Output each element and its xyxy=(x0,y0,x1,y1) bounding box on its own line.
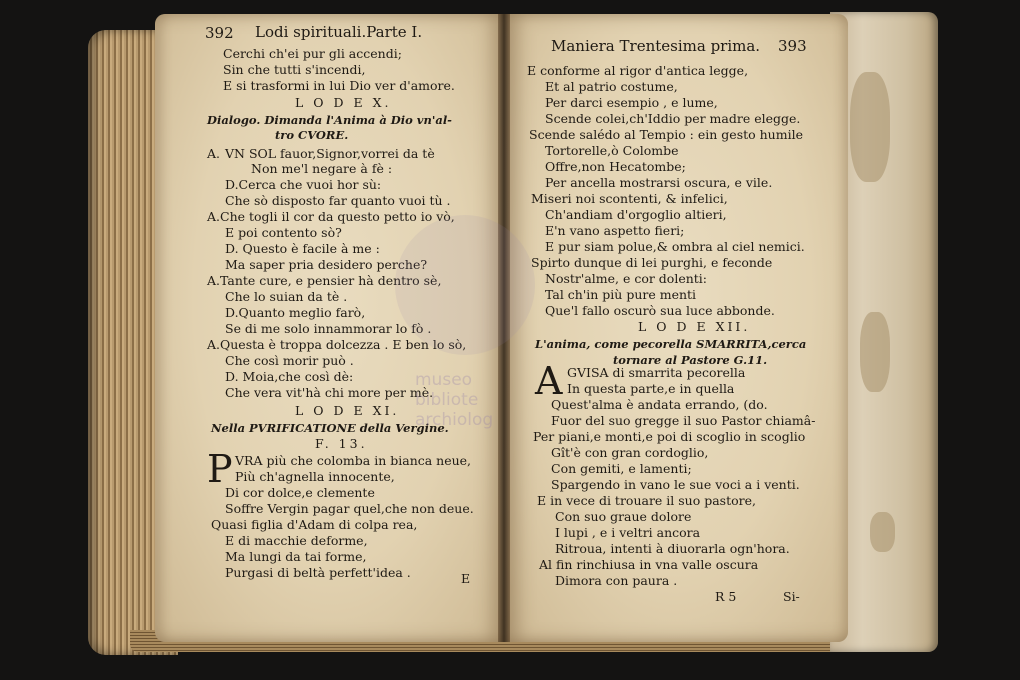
text-line: Scende salédo al Tempio : ein gesto humile xyxy=(529,127,803,142)
text-line: Fuor del suo gregge il suo Pastor chiamâ- xyxy=(551,413,816,428)
text-line: Quasi figlia d'Adam di colpa rea, xyxy=(211,517,418,532)
watermark xyxy=(415,370,565,450)
watermark-line: bibliote xyxy=(415,390,479,410)
section-subtitle: Nella PVRIFICATIONE della Vergine. xyxy=(211,421,449,435)
text-line: Ch'andiam d'orgoglio altieri, xyxy=(545,207,727,222)
text-line: Sin che tutti s'incendi, xyxy=(223,62,366,77)
drop-cap-speaker: A. xyxy=(207,146,221,161)
text-line: A.Tante cure, e pensier hà dentro sè, xyxy=(207,273,442,288)
text-line: E pur siam polue,& ombra al ciel nemici. xyxy=(545,239,805,254)
text-line: Tortorelle,ò Colombe xyxy=(545,143,679,158)
text-line: E in vece di trouare il suo pastore, xyxy=(537,493,756,508)
text-line: Offre,non Hecatombe; xyxy=(545,159,686,174)
text-line: Non me'l negare à fè : xyxy=(251,161,393,176)
running-head-right: Maniera Trentesima prima. xyxy=(551,37,761,55)
page-number-right: 393 xyxy=(778,37,807,55)
signature-mark: R 5 xyxy=(715,589,737,604)
text-line: Che lo suian da tè . xyxy=(225,289,348,304)
text-line: Dimora con paura . xyxy=(555,573,678,588)
text-line: Per darci esempio , e lume, xyxy=(545,95,718,110)
text-line: I lupi , e i veltri ancora xyxy=(555,525,701,540)
catchword: Si- xyxy=(783,589,800,604)
text-line: Cerchi ch'ei pur gli accendi; xyxy=(223,46,402,61)
text-line: Que'l fallo oscurò sua luce abbonde. xyxy=(545,303,775,318)
text-line: E di macchie deforme, xyxy=(225,533,368,548)
text-line: Et al patrio costume, xyxy=(545,79,678,94)
section-heading: L O D E X. xyxy=(295,95,392,110)
text-line: Gît'è con gran cordoglio, xyxy=(551,445,709,460)
watermark-line: archiolog xyxy=(415,410,494,430)
drop-cap: A xyxy=(535,359,563,403)
drop-cap: P xyxy=(207,447,233,491)
text-line: Per piani,e monti,e poi di scoglio in scoglio xyxy=(533,429,806,444)
text-line: Miseri noi scontenti, & infelici, xyxy=(531,191,728,206)
section-subtitle: Dialogo. Dimanda l'Anima à Dio vn'al- xyxy=(207,113,452,127)
text-line: Tal ch'in più pure menti xyxy=(545,287,697,302)
watermark-line: museo xyxy=(415,370,473,390)
text-line: Ma lungi da tai forme, xyxy=(225,549,367,564)
text-line: Con suo graue dolore xyxy=(555,509,692,524)
section-subtitle: tornare al Pastore G.11. xyxy=(613,353,768,367)
text-line: E si trasformi in lui Dio ver d'amore. xyxy=(223,78,455,93)
text-line: Scende colei,ch'Iddio per madre elegge. xyxy=(545,111,801,126)
text-line: Purgasi di beltà perfett'idea . xyxy=(225,565,411,580)
text-line: Per ancella mostrarsi oscura, e vile. xyxy=(545,175,773,190)
text-line: Al fin rinchiusa in vna valle oscura xyxy=(539,557,759,572)
text-line: E poi contento sò? xyxy=(225,225,342,240)
text-line: Che vera vit'hà chi more per mè. xyxy=(225,385,434,400)
text-line: Che così morir può . xyxy=(225,353,354,368)
text-line: D. Moia,che così dè: xyxy=(225,369,354,384)
text-line: A.Questa è troppa dolcezza . E ben lo sò, xyxy=(207,337,467,352)
text-line: Con gemiti, e lamenti; xyxy=(551,461,692,476)
text-line: Nostr'alme, e cor dolenti: xyxy=(545,271,708,286)
text-line: Di cor dolce,e clemente xyxy=(225,485,375,500)
text-line: Spirto dunque di lei purghi, e feconde xyxy=(531,255,773,270)
text-line: A.Che togli il cor da questo petto io vò, xyxy=(207,209,455,224)
right-page xyxy=(503,14,848,642)
text-line: D.Cerca che vuoi hor sù: xyxy=(225,177,382,192)
text-line: D. Questo è facile à me : xyxy=(225,241,380,256)
section-subtitle: L'anima, come pecorella SMARRITA,cerca xyxy=(535,337,807,351)
text-line: Ritroua, intenti à diuorarla ogn'hora. xyxy=(555,541,790,556)
section-subtitle: tro CVORE. xyxy=(275,128,349,142)
text-line: Quest'alma è andata errando, (do. xyxy=(551,397,768,412)
text-line: Soffre Vergin pagar quel,che non deue. xyxy=(225,501,474,516)
text-line: VRA più che colomba in bianca neue, xyxy=(235,453,472,468)
catchword: E xyxy=(461,571,471,586)
watermark-logo xyxy=(395,215,535,355)
text-line: Più ch'agnella innocente, xyxy=(235,469,395,484)
text-line: VN SOL fauor,Signor,vorrei da tè xyxy=(225,146,435,161)
text-line: E'n vano aspetto fieri; xyxy=(545,223,685,238)
section-reference: F. 13. xyxy=(315,436,368,451)
text-line: D.Quanto meglio farò, xyxy=(225,305,366,320)
text-line: Se di me solo innammorar lo fò . xyxy=(225,321,432,336)
text-line: E conforme al rigor d'antica legge, xyxy=(527,63,749,78)
section-heading: L O D E XII. xyxy=(638,319,751,334)
running-head-left: Lodi spirituali.Parte I. xyxy=(255,23,423,41)
page-number-left: 392 xyxy=(205,24,234,42)
text-line: Spargendo in vano le sue voci a i venti. xyxy=(551,477,800,492)
text-line: Che sò disposto far quanto vuoi tù . xyxy=(225,193,451,208)
text-line: GVISA di smarrita pecorella xyxy=(567,365,746,380)
text-line: Ma saper pria desidero perche? xyxy=(225,257,428,272)
section-heading: L O D E XI. xyxy=(295,403,400,418)
text-line: In questa parte,e in quella xyxy=(567,381,735,396)
